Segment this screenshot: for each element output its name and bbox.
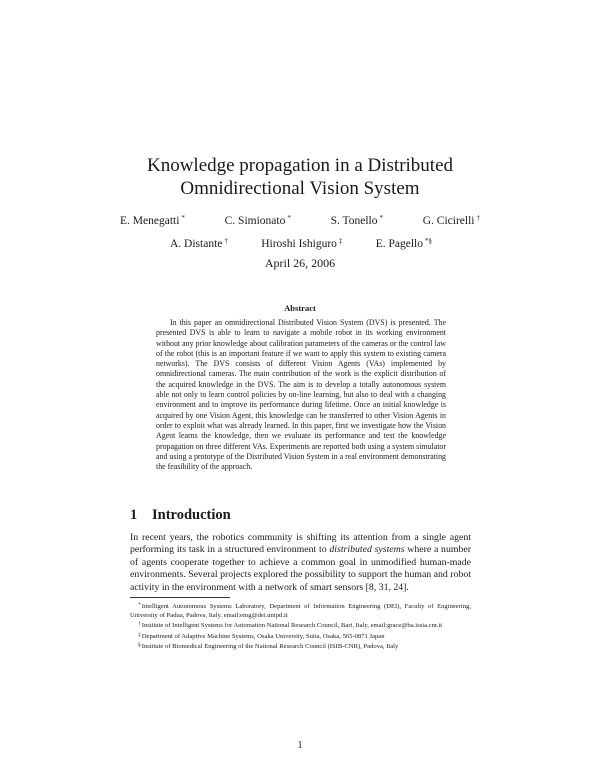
affiliation-mark: * — [287, 214, 291, 222]
author — [120, 211, 185, 228]
section-number: 1 — [130, 507, 138, 523]
footnote-mark: § — [138, 642, 141, 649]
intro-text-end: where a number of agents cooperate together to achieve a common goal in unmodified human-made environments. Several projects explored the possibility to support the human and robot activity in the environment with a network of smart sensors [8, 31, 24]. — [130, 544, 471, 593]
footnote — [130, 601, 471, 620]
intro-emphasis: distributed systems — [329, 544, 405, 556]
footnote — [130, 631, 471, 642]
author-name: E. Pagello — [375, 238, 423, 250]
affiliation-mark: * — [181, 214, 185, 222]
title-line-2: Omnidirectional Vision System — [180, 178, 420, 199]
footnote-text: Institute of Intelligent Systems for Automation National Research Council, Bari, Italy, email:grace@ba.issia.cnr.it — [141, 622, 443, 630]
introduction-paragraph — [130, 532, 471, 594]
intro-text-start: In recent years, the robotics community is shifting its attention from a single agent performing its task in a structured environment to — [130, 532, 471, 556]
author-name: Hiroshi Ishiguro — [261, 238, 337, 250]
author — [376, 234, 432, 251]
title-line-1: Knowledge propagation in a Distributed — [146, 155, 454, 176]
author — [423, 211, 480, 228]
author — [261, 234, 342, 251]
author-name: S. Tonello — [330, 215, 378, 227]
footnote-mark: * — [138, 602, 141, 608]
author — [225, 211, 291, 228]
authors-row-2 — [170, 234, 432, 251]
section-title: Introduction — [152, 507, 231, 523]
abstract-text: In this paper an omnidirectional Distributed Vision System (DVS) is presented. The presented DVS is able to learn to navigate a mobile robot in its working environment without any prior knowledge about calibration parameters of the cameras or the control law of the robot (this is an important feature if we want to apply this system to existing camera networks). The DVS consists of different Vision Agents (VAs) implemented by omnidirectional cameras. The main contribution of the work is the explicit distribution of the acquired knowledge in the DVS. The aim is to develop a totally autonomous system able not only to learn control policies by on-line learning, but also to deal with a changing environment and to improve its performance during lifetime. Once an initial knowledge is acquired by one Vision Agent, this knowledge can be transferred to other Vision Agents in order to exploit what was already learned. In this paper, first we investigate how the Vision Agent learns the knowledge, then we evaluate its performance and test the knowledge propagation on three different VAs. Experiments are reported both using a system simulator and using a prototype of the Distributed Vision System in a real environment demonstrating the feasibility of the approach. — [156, 318, 446, 472]
author — [331, 211, 383, 228]
footnote-text: Intelligent Autonomous Systems Laboratory, Department of Information Engineering (DEI), Faculty of Engineering, University of Padua, Padova, Italy. email:emg@dei.unipd.it — [130, 603, 471, 619]
footnote-text: Institute of Biomedical Engineering of the National Research Council (ISIB-CNR), Padova, Italy — [141, 643, 399, 651]
paper-date: April 26, 2006 — [264, 256, 336, 270]
footnote-mark: ‡ — [138, 631, 141, 638]
affiliation-mark: † — [224, 237, 228, 245]
footnote-mark: † — [138, 621, 141, 628]
footnotes — [130, 601, 471, 652]
footnote-text: Department of Adaptive Machine Systems, Osaka University, Suita, Osaka, 565-0871 Japan — [141, 632, 385, 640]
footnote-rule — [130, 597, 230, 598]
page-number: 1 — [297, 740, 303, 751]
author — [170, 234, 228, 251]
affiliation-mark: *§ — [424, 237, 432, 245]
section-heading — [130, 507, 231, 524]
affiliation-mark: ‡ — [338, 237, 343, 245]
affiliation-mark: † — [476, 214, 480, 222]
footnote — [130, 641, 471, 652]
author-name: A. Distante — [170, 238, 223, 250]
affiliation-mark: * — [379, 214, 383, 222]
footnote — [130, 620, 471, 631]
paper-title — [100, 154, 500, 200]
author-name: E. Menegatti — [120, 215, 180, 227]
authors-row-1 — [120, 211, 480, 228]
abstract-heading: Abstract — [284, 303, 316, 313]
author-name: G. Cicirelli — [422, 215, 475, 227]
author-name: C. Simionato — [224, 215, 286, 227]
